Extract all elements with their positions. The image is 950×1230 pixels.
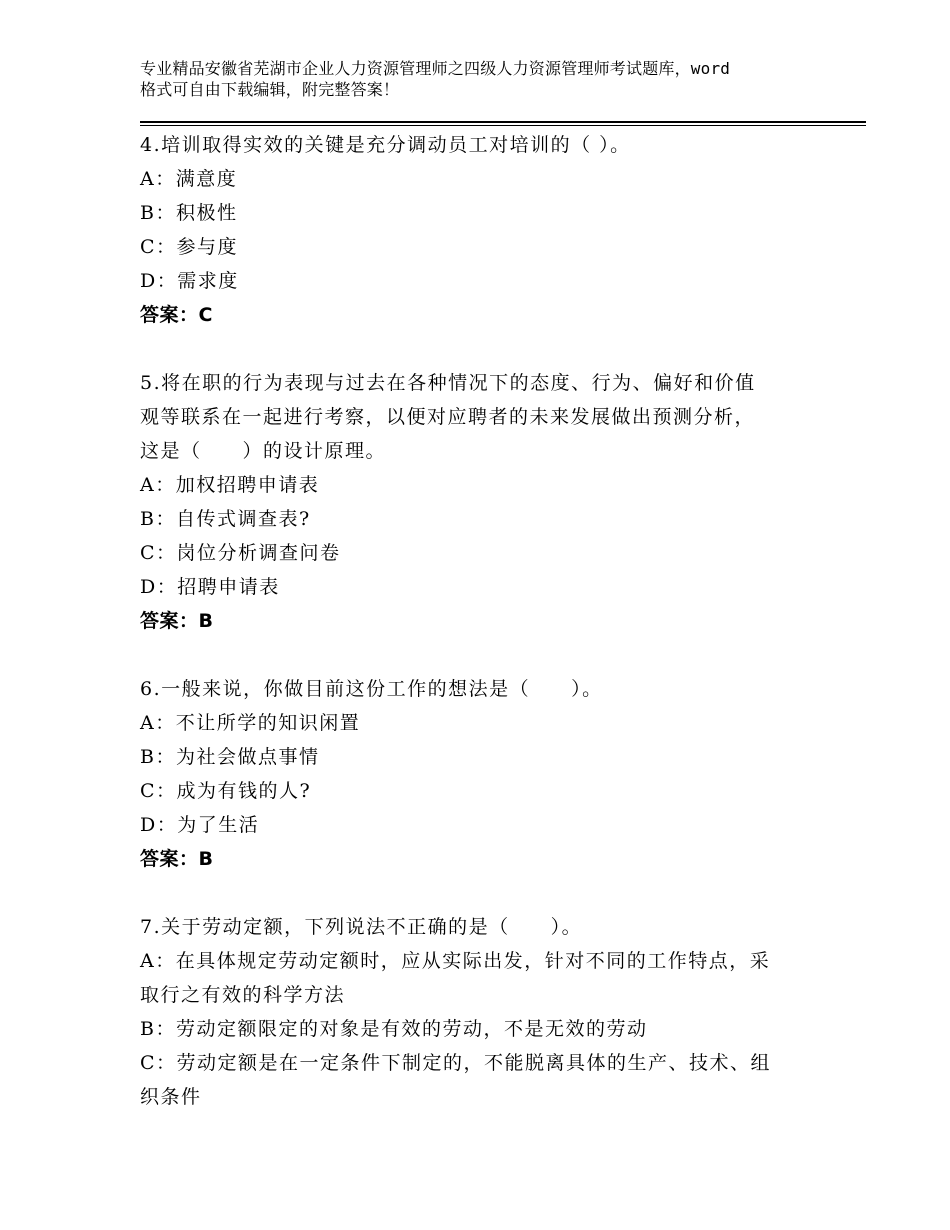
option-c-line-1: C：劳动定额是在一定条件下制定的，不能脱离具体的生产、技术、组 [140, 1052, 772, 1074]
header-divider-thin [140, 125, 866, 126]
option-b: B：劳动定额限定的对象是有效的劳动，不是无效的劳动 [140, 1018, 648, 1040]
question-stem: 7.关于劳动定额，下列说法不正确的是（ ）。 [140, 916, 583, 938]
question-list [140, 128, 810, 1148]
answer-label: 答案：B [140, 848, 214, 870]
question-stem: 6.一般来说，你做目前这份工作的想法是（ ）。 [140, 678, 603, 700]
answer-label: 答案：B [140, 610, 214, 632]
option-a-line-1: A：在具体规定劳动定额时，应从实际出发，针对不同的工作特点，采 [140, 950, 771, 972]
option-c-line-2: 织条件 [140, 1086, 202, 1108]
option-a: A：不让所学的知识闲置 [140, 712, 361, 734]
question-stem-line-2: 观等联系在一起进行考察，以便对应聘者的未来发展做出预测分析， [140, 406, 756, 428]
header-line-2: 格式可自由下载编辑，附完整答案！ [140, 80, 400, 99]
question-stem-line-3: 这是（ ）的设计原理。 [140, 440, 387, 462]
question-4 [140, 128, 810, 332]
answer-label: 答案：C [140, 304, 213, 326]
option-c: C：成为有钱的人? [140, 780, 312, 802]
option-a-line-2: 取行之有效的科学方法 [140, 984, 346, 1006]
question-stem: 4.培训取得实效的关键是充分调动员工对培训的（ ）。 [140, 134, 631, 156]
option-b: B：为社会做点事情 [140, 746, 320, 768]
option-c: C：岗位分析调查问卷 [140, 542, 341, 564]
option-a: A：加权招聘申请表 [140, 474, 320, 496]
option-c: C：参与度 [140, 236, 239, 258]
question-stem-line-1: 5.将在职的行为表现与过去在各种情况下的态度、行为、偏好和价值 [140, 372, 756, 394]
option-d: D：需求度 [140, 270, 239, 292]
question-6 [140, 672, 810, 876]
question-5 [140, 366, 810, 638]
option-b: B：自传式调查表? [140, 508, 311, 530]
question-7 [140, 910, 810, 1114]
header-line-1: 专业精品安徽省芜湖市企业人力资源管理师之四级人力资源管理师考试题库，word [140, 59, 731, 78]
option-a: A：满意度 [140, 168, 238, 190]
option-d: D：招聘申请表 [140, 576, 280, 598]
document-header [140, 58, 830, 100]
header-divider-thick [140, 121, 866, 123]
option-d: D：为了生活 [140, 814, 260, 836]
option-b: B：积极性 [140, 202, 238, 224]
